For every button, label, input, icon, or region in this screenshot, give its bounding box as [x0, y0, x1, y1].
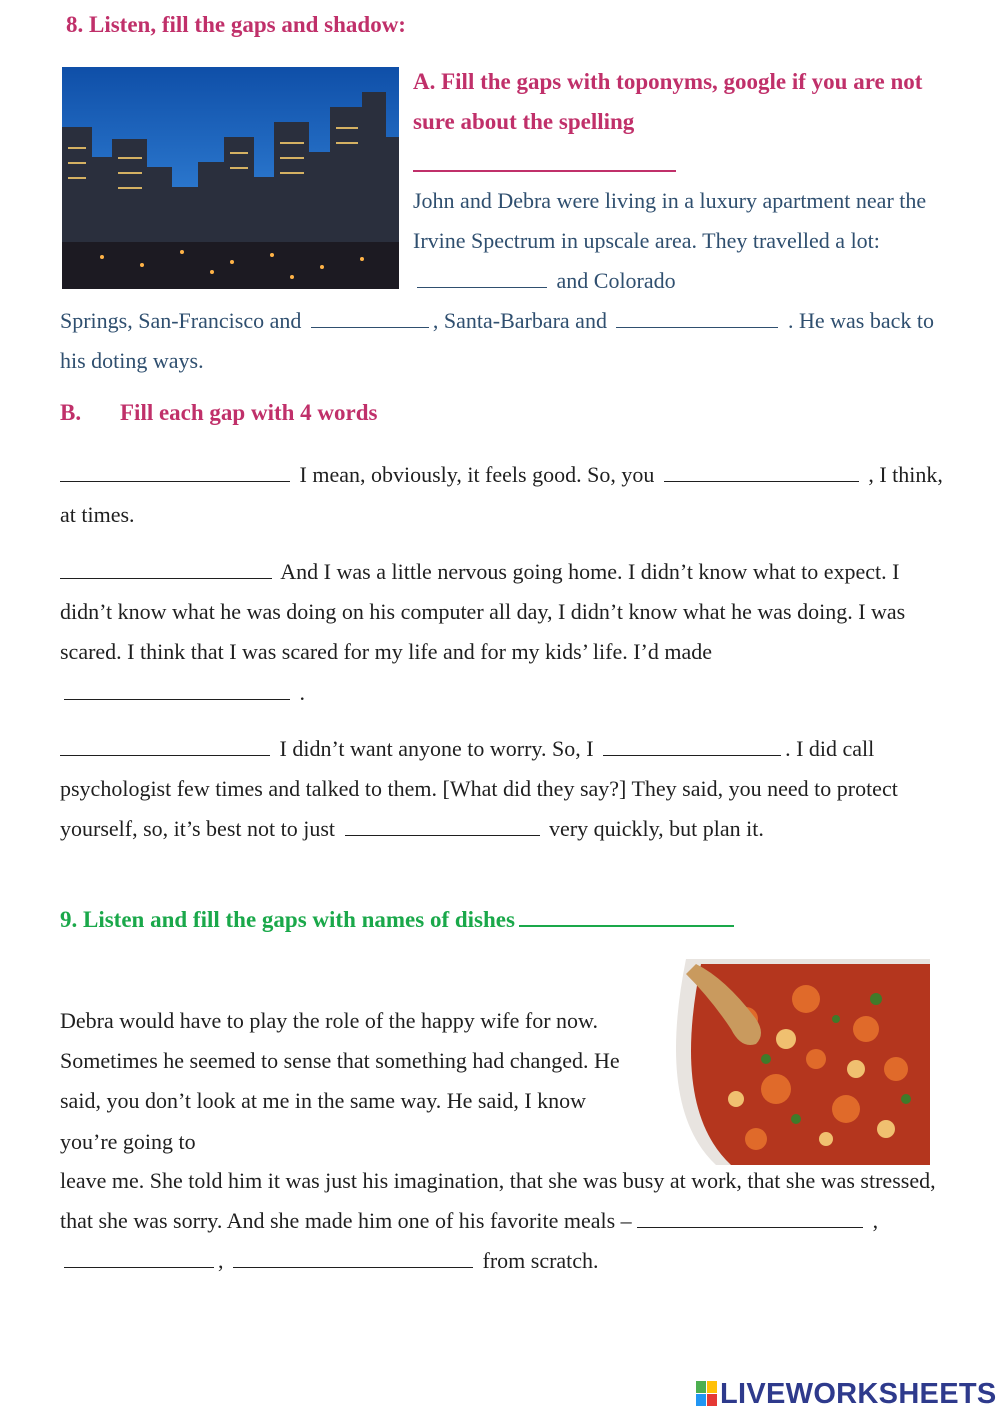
- toponym-gap-3[interactable]: [616, 307, 778, 328]
- part-b-heading: B. Fill each gap with 4 words: [60, 400, 378, 425]
- dish-gap-1[interactable]: [637, 1207, 863, 1228]
- part-a-heading-underline: [413, 170, 676, 172]
- dish-image: [656, 959, 930, 1165]
- four-word-gap-2[interactable]: [664, 461, 859, 482]
- part-a-paragraph-2: Springs, San-Francisco and , Santa-Barbara and . He was back to his doting ways.: [60, 308, 934, 374]
- section-9-heading-underline: [519, 909, 734, 927]
- section-9-paragraph-1: Debra would have to play the role of the happy wife for now. Sometimes he seemed to sense that something had changed. He said, you don’t look at me in the same way. He said, I know you’re going to: [60, 1008, 620, 1154]
- section-9-heading: 9. Listen and fill the gaps with names of dishes: [60, 907, 734, 933]
- four-word-gap-7[interactable]: [345, 815, 540, 836]
- four-word-gap-1[interactable]: [60, 461, 290, 482]
- four-word-gap-6[interactable]: [603, 735, 781, 756]
- part-b-paragraph-3: I didn’t want anyone to worry. So, I . I did call psychologist few times and talked to them. [What did they say?] They said, you need to protect yourself, so, it’s best not to just very quickly, but plan it.: [60, 736, 898, 842]
- part-a-paragraph-1: John and Debra were living in a luxury apartment near the Irvine Spectrum in upscale area. They travelled a lot: and Colorado: [413, 188, 927, 294]
- part-a-heading: A. Fill the gaps with toponyms, google if you are not sure about the spelling: [413, 69, 923, 134]
- dish-gap-3[interactable]: [233, 1247, 473, 1268]
- section-9-paragraph-2: leave me. She told him it was just his imagination, that she was busy at work, that she was stressed, that she was sorry. And she made him one of his favorite meals – , , from scratch.: [60, 1168, 936, 1274]
- part-b-paragraph-1: I mean, obviously, it feels good. So, you , I think, at times.: [60, 462, 943, 528]
- toponym-gap-2[interactable]: [311, 307, 429, 328]
- liveworksheets-logo: LIVEWORKSHEETS: [696, 1378, 997, 1411]
- four-word-gap-3[interactable]: [60, 558, 272, 579]
- four-word-gap-5[interactable]: [60, 735, 270, 756]
- city-skyline-image: [62, 67, 399, 289]
- four-word-gap-4[interactable]: [64, 679, 290, 700]
- toponym-gap-1[interactable]: [417, 267, 547, 288]
- section-8-heading: 8. Listen, fill the gaps and shadow:: [66, 12, 406, 37]
- dish-gap-2[interactable]: [64, 1247, 214, 1268]
- part-b-paragraph-2: And I was a little nervous going home. I didn’t know what to expect. I didn’t know what he was doing on his computer all day, I didn’t know what he was doing. I was scared. I think that I was scared for my life and for my kids’ life. I’d made .: [60, 559, 906, 705]
- liveworksheets-logo-icon: [696, 1381, 718, 1407]
